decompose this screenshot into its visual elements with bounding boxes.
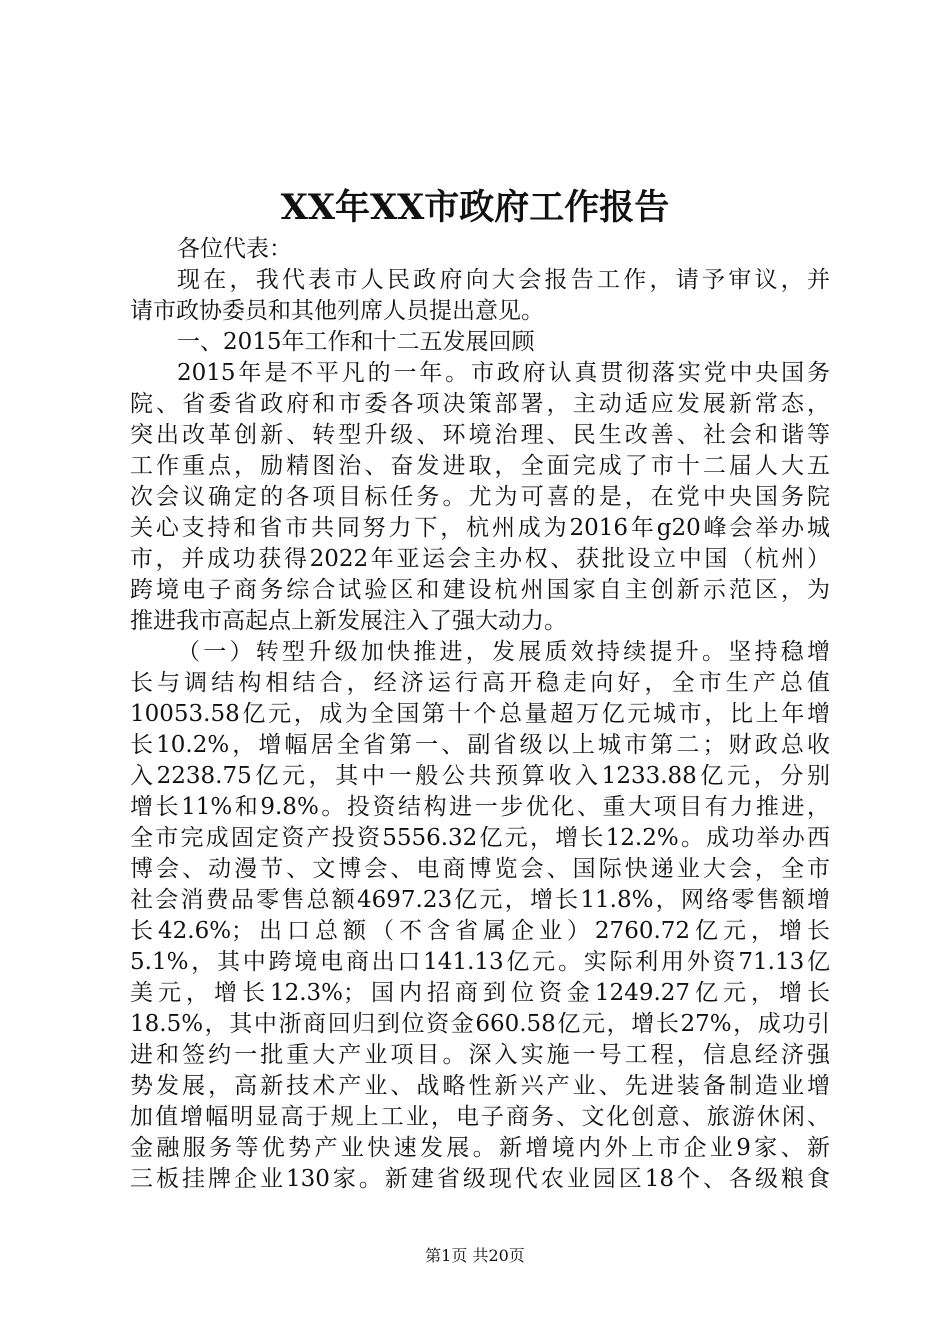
paragraph-line: 5.1%，其中跨境电商出口141.13亿元。实际利用外资71.13亿 [130,949,830,975]
paragraph-line: 10053.58亿元，成为全国第十个总量超万亿元城市，比上年增 [130,701,830,727]
paragraph-line: 跨境电子商务综合试验区和建设杭州国家自主创新示范区，为 [130,577,830,603]
paragraph-line: 金融服务等优势产业快速发展。新增境内外上市企业9家、新 [130,1135,830,1161]
paragraph-line: 加值增幅明显高于规上工业，电子商务、文化创意、旅游休闲、 [130,1104,830,1130]
paragraph-line: 18.5%，其中浙商回归到位资金660.58亿元，增长27%，成功引 [130,1011,830,1037]
document-title: XX年XX市政府工作报告 [280,187,670,228]
paragraph-line: 博会、动漫节、文博会、电商博览会、国际快递业大会，全市 [130,856,830,882]
paragraph-line: 入2238.75亿元，其中一般公共预算收入1233.88亿元，分别 [130,763,830,789]
paragraph-line: 请市政协委员和其他列席人员提出意见。 [130,298,544,324]
paragraph-line: 增长11%和9.8%。投资结构进一步优化、重大项目有力推进， [130,794,830,820]
paragraph-line: 工作重点，励精图治、奋发进取，全面完成了市十二届人大五 [130,453,830,479]
paragraph-line: 推进我市高起点上新发展注入了强大动力。 [130,608,567,634]
paragraph-line: 社会消费品零售总额4697.23亿元，增长11.8%，网络零售额增 [130,887,830,913]
salutation: 各位代表： [177,236,292,262]
paragraph-line: 院、省委省政府和市委各项决策部署，主动适应发展新常态， [130,391,830,417]
section-heading: 一、2015年工作和十二五发展回顾 [177,329,535,355]
page-number-footer: 第1页 共20页 [425,1246,525,1265]
paragraph-line: 进和签约一批重大产业项目。深入实施一号工程，信息经济强 [130,1042,830,1068]
paragraph-line: 长10.2%，增幅居全省第一、副省级以上城市第二；财政总收 [130,732,830,758]
paragraph-line: 美元，增长12.3%；国内招商到位资金1249.27亿元，增长 [130,980,830,1006]
paragraph-line: 次会议确定的各项目标任务。尤为可喜的是，在党中央国务院 [130,484,830,510]
paragraph-line: 长与调结构相结合，经济运行高开稳走向好，全市生产总值 [130,670,830,696]
paragraph-line: 全市完成固定资产投资5556.32亿元，增长12.2%。成功举办西 [130,825,830,851]
document-body [130,234,830,1195]
paragraph-line: 市，并成功获得2022年亚运会主办权、获批设立中国（杭州） [130,546,830,572]
paragraph-line: 突出改革创新、转型升级、环境治理、民生改善、社会和谐等 [130,422,830,448]
paragraph-line: 现在，我代表市人民政府向大会报告工作，请予审议，并 [177,267,830,293]
paragraph-line: 长42.6%；出口总额（不含省属企业）2760.72亿元，增长 [130,918,830,944]
paragraph-line: 三板挂牌企业130家。新建省级现代农业园区18个、各级粮食 [130,1166,830,1192]
paragraph-line: 势发展，高新技术产业、战略性新兴产业、先进装备制造业增 [130,1073,830,1099]
paragraph-line: （一）转型升级加快推进，发展质效持续提升。坚持稳增 [177,639,830,665]
paragraph-line: 2015年是不平凡的一年。市政府认真贯彻落实党中央国务 [177,360,830,386]
paragraph-line: 关心支持和省市共同努力下，杭州成为2016年g20峰会举办城 [130,515,830,541]
